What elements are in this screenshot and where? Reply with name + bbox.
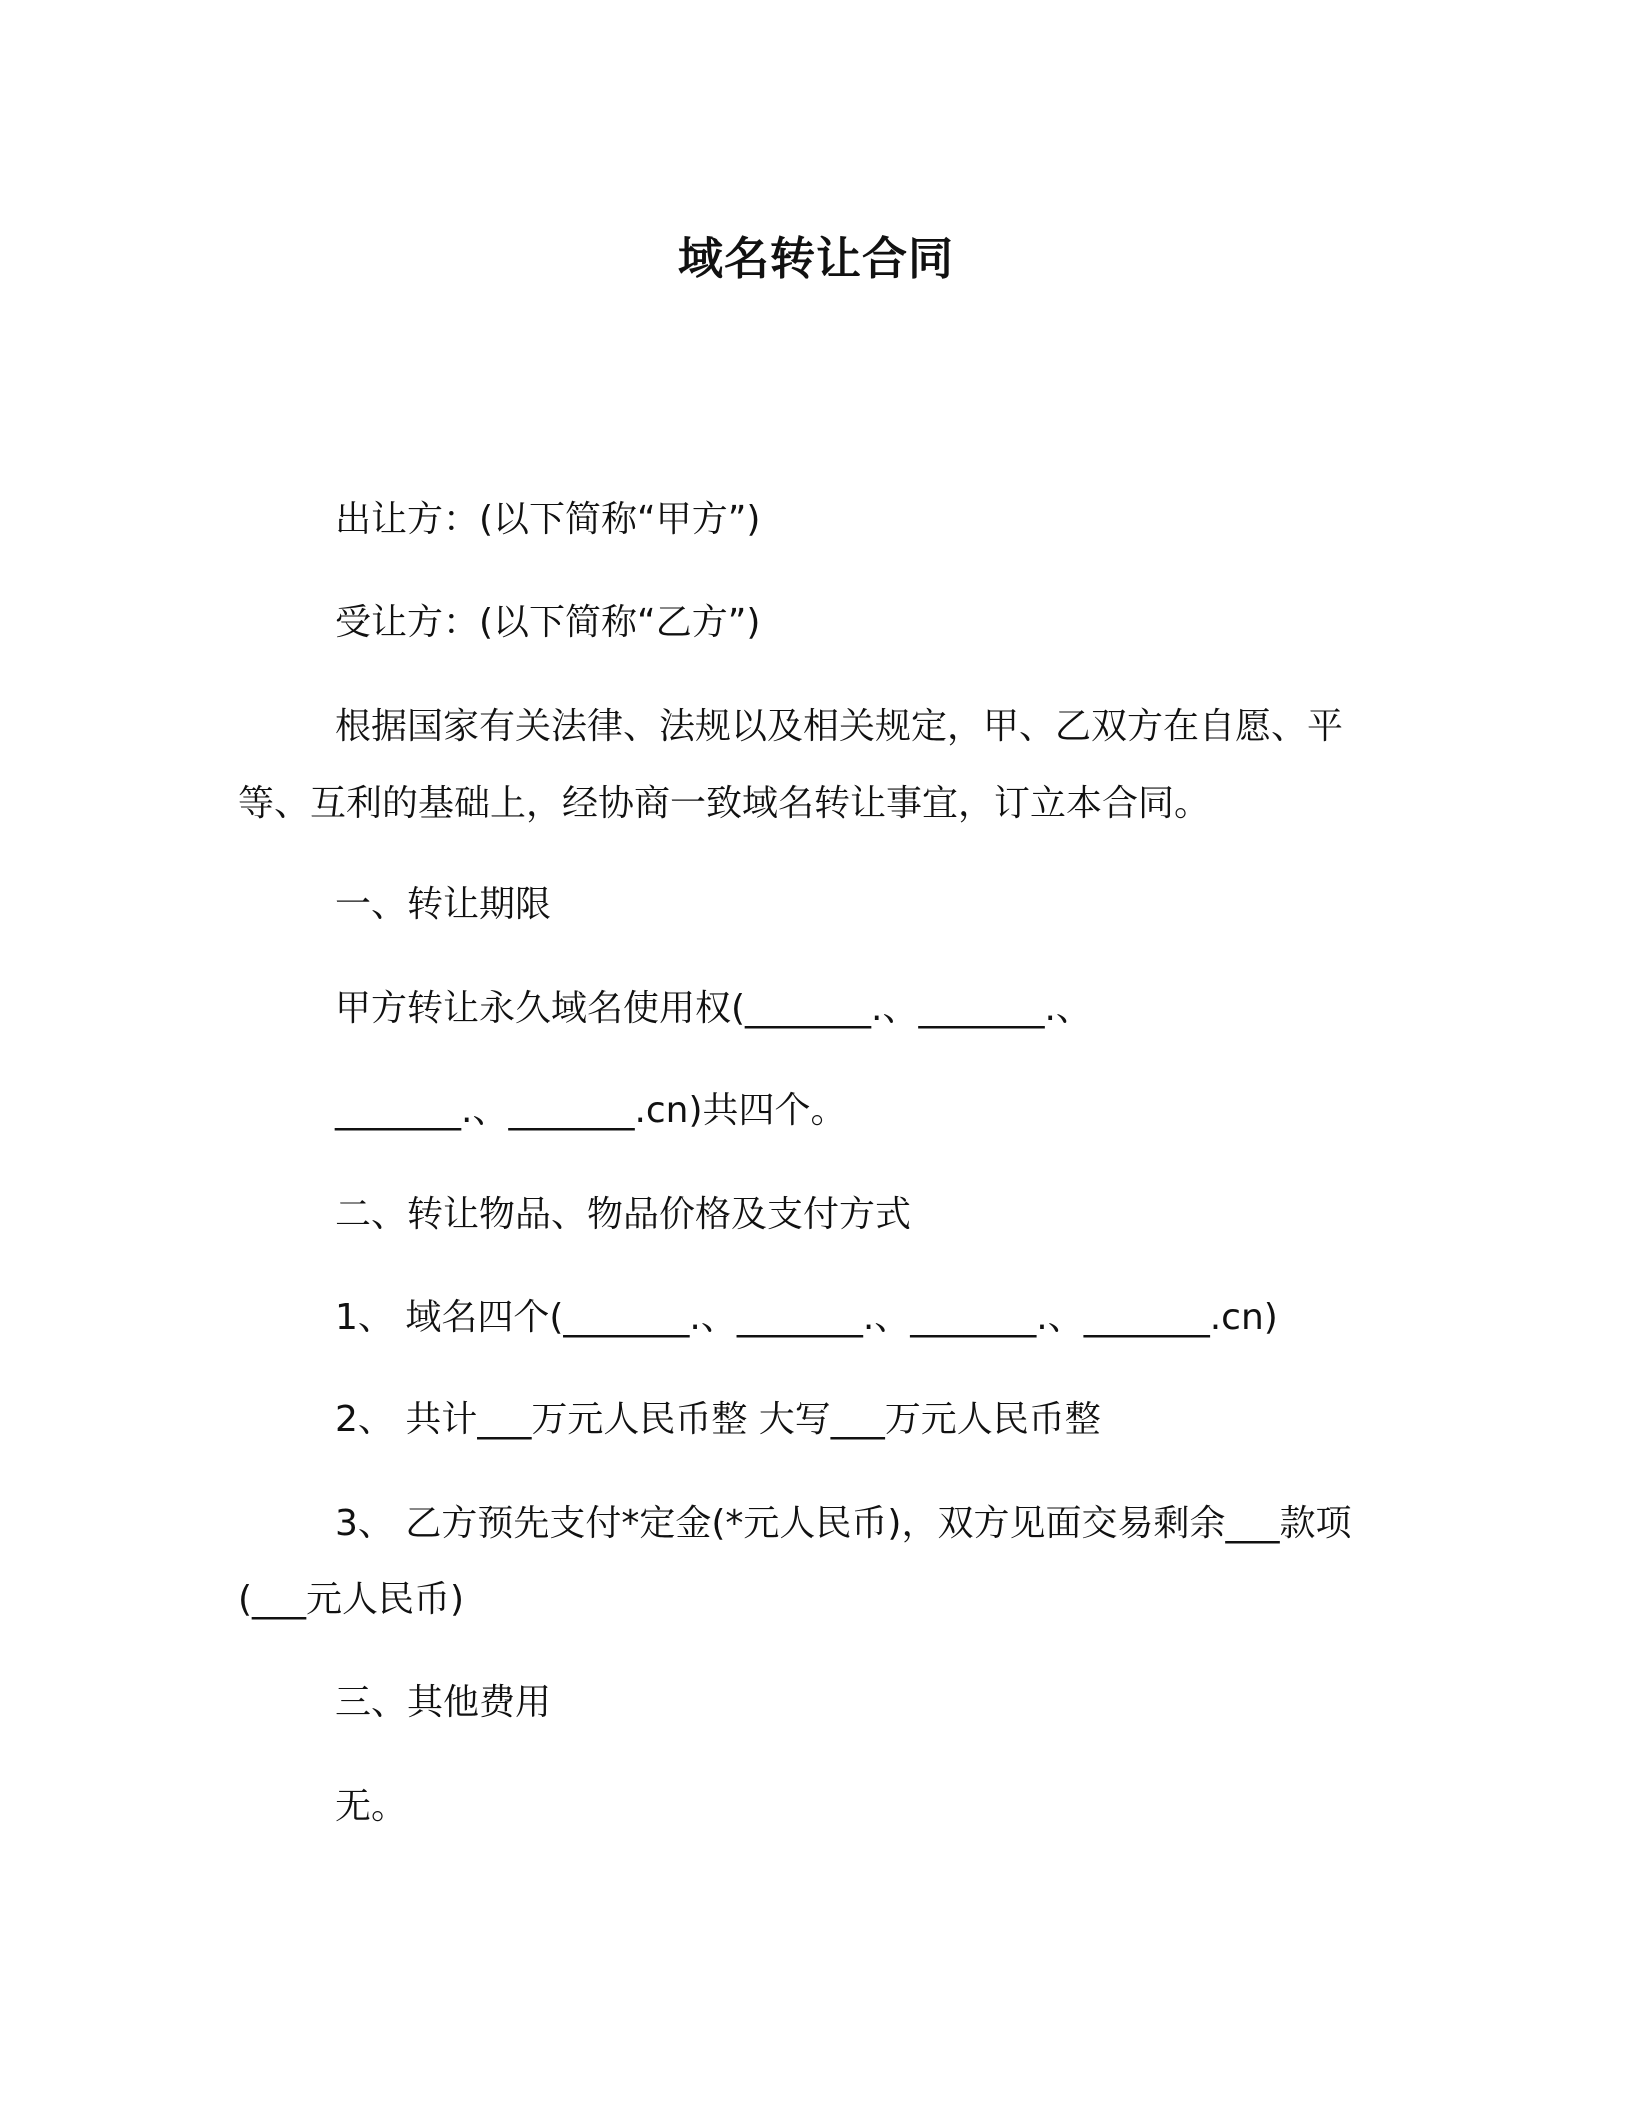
section1-heading: 一、转让期限 (335, 884, 552, 925)
section3-body: 无。 (335, 1786, 408, 1827)
section2-heading: 二、转让物品、物品价格及支付方式 (335, 1194, 912, 1235)
section2-item-1: 1、 域名四个(_______.、_______.、_______.、_______.cn) (335, 1297, 1278, 1338)
section3-heading: 三、其他费用 (335, 1682, 552, 1723)
section2-item-3-line-1: 3、 乙方预先支付*定金(*元人民币)，双方见面交易剩余___款项 (335, 1503, 1352, 1544)
preamble-line-2: 等、互利的基础上，经协商一致域名转让事宜，订立本合同。 (238, 783, 1211, 824)
document-title: 域名转让合同 (677, 232, 954, 285)
section2-item-3-line-2: (___元人民币) (238, 1579, 465, 1620)
section1-body-line-1: 甲方转让永久域名使用权(_______.、_______.、 (335, 988, 1092, 1029)
transferee-line: 受让方：(以下简称“乙方”) (335, 602, 761, 643)
preamble-line-1: 根据国家有关法律、法规以及相关规定，甲、乙双方在自愿、平 (335, 706, 1344, 747)
transferor-line: 出让方：(以下简称“甲方”) (335, 499, 761, 540)
section1-body-line-2: _______.、_______.cn)共四个。 (335, 1090, 847, 1131)
section2-item-2: 2、 共计___万元人民币整 大写___万元人民币整 (335, 1399, 1101, 1440)
